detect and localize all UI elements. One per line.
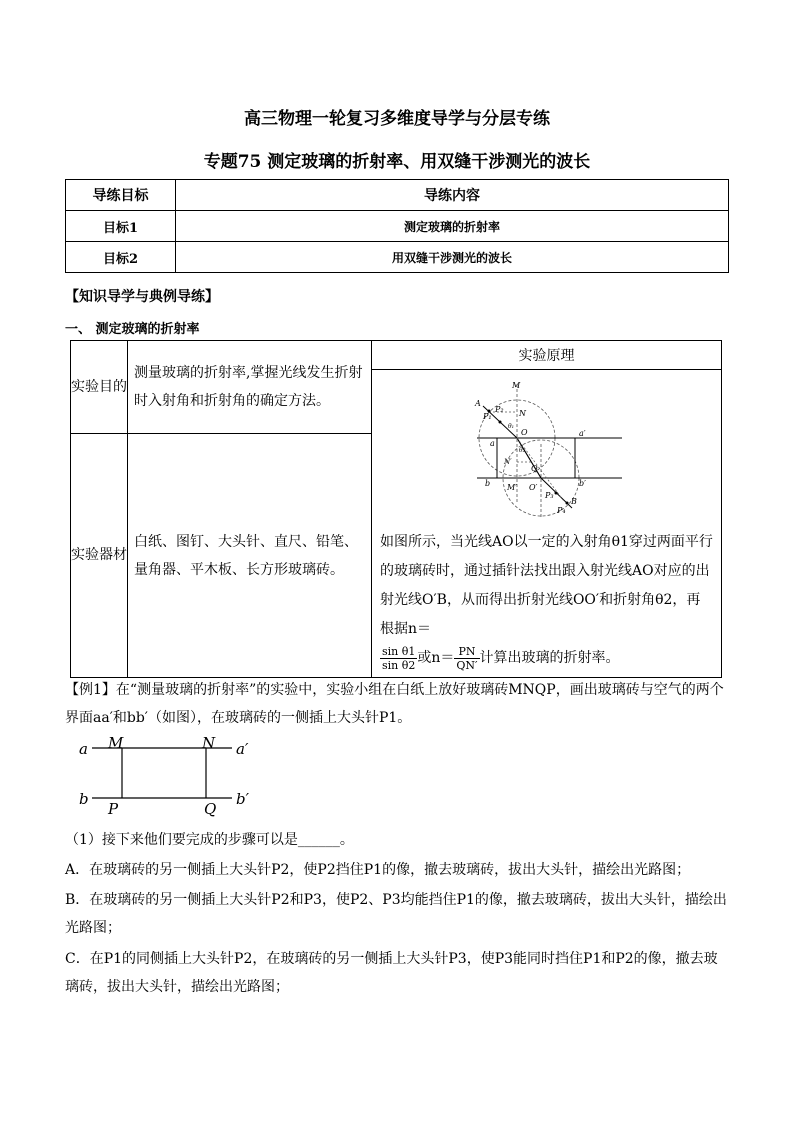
figure-label: a	[79, 740, 88, 758]
option-a: A．在玻璃砖的另一侧插上大头针P2，使P2挡住P1的像，撤去玻璃砖，拔出大头针，描绘出光路图；	[65, 862, 691, 878]
figure-label: P	[108, 800, 119, 818]
purpose-text: 测量玻璃的折射率,掌握光线发生折射时入射角和折射角的确定方法。	[128, 341, 372, 434]
refraction-diagram	[467, 376, 627, 526]
diagram-label: B	[570, 497, 577, 506]
glass-brick-figure	[70, 730, 270, 820]
principle-text-part: 计算出玻璃的折射率。	[479, 650, 620, 666]
principle-text-part: 或n＝	[417, 650, 455, 666]
fraction-length	[454, 645, 479, 672]
option-b: B．在玻璃砖的另一侧插上大头针P2和P3，使P2、P3均能挡住P1的像，撤去玻璃砖，拔出大头针，描绘出光路图；	[65, 892, 727, 936]
document-title: 高三物理一轮复习多维度导学与分层专练	[244, 109, 550, 129]
diagram-label: b′	[578, 479, 586, 488]
goal-table-header	[66, 180, 729, 211]
diagram-label: O	[520, 428, 528, 437]
knowledge-header: 【知识导学与典例导练】	[65, 289, 219, 305]
fraction-sin	[380, 645, 417, 672]
figure-label: M	[108, 734, 124, 752]
figure-label: Q	[204, 800, 217, 818]
table-row	[66, 211, 729, 242]
diagram-label: b	[484, 479, 490, 488]
diagram-label: A	[474, 399, 481, 408]
example-text: 【例1】在“测量玻璃的折射率”的实验中，实验小组在白纸上放好玻璃砖MNQP，画出玻璃砖与空气的两个界面aa′和bb′（如图），在玻璃砖的一侧插上大头针P1。	[65, 682, 724, 726]
section-heading: 一、 测定玻璃的折射率	[65, 322, 200, 337]
goal-content-cell: 用双缝干涉测光的波长	[176, 242, 729, 273]
question-text: （1）接下来他们要完成的步骤可以是______。	[65, 832, 354, 848]
goal-table	[65, 179, 729, 273]
goal-target-cell: 目标1	[66, 211, 176, 242]
principle-cell	[372, 370, 722, 678]
goal-content-cell: 测定玻璃的折射率	[176, 211, 729, 242]
goal-target-cell: 目标2	[66, 242, 176, 273]
diagram-label: P₃	[544, 491, 554, 500]
fraction-denominator: QN′	[456, 658, 478, 672]
equipment-text: 白纸、图钉、大头针、直尺、铅笔、量角器、平木板、长方形玻璃砖。	[128, 434, 372, 678]
diagram-label: P₁	[482, 412, 492, 421]
diagram-label: θ₂	[518, 447, 525, 454]
option-c: C．在P1的同侧插上大头针P2，在玻璃砖的另一侧插上大头针P3，使P3能同时挡住P1和P2的像，撤去玻璃砖，拔出大头针，描绘出光路图；	[65, 951, 718, 995]
principle-text-part: 如图所示，当光线AO以一定的入射角θ1穿过两面平行的玻璃砖时，通过插针法找出跟入射光线AO对应的出射光线O′B，从而得出折射光线OO′和折射角θ2，再根据n＝	[380, 534, 713, 637]
fraction-numerator: sin θ1	[382, 644, 416, 658]
principle-text	[380, 528, 713, 673]
principle-label: 实验原理	[372, 341, 722, 370]
goal-header-target: 导练目标	[66, 180, 176, 211]
document-subtitle: 专题75 测定玻璃的折射率、用双缝干涉测光的波长	[203, 152, 591, 172]
diagram-label: N	[518, 409, 526, 418]
diagram-label: a′	[578, 429, 586, 438]
diagram-label: a	[489, 439, 495, 448]
diagram-label: M	[511, 381, 520, 390]
diagram-label: Q	[530, 464, 538, 473]
goal-header-content: 导练内容	[176, 180, 729, 211]
experiment-table	[70, 340, 722, 678]
diagram-label: M′	[506, 483, 517, 492]
figure-label: b	[79, 790, 89, 808]
diagram-label: θ₁	[507, 423, 514, 430]
diagram-label: P₂	[494, 405, 504, 414]
figure-label: a′	[236, 740, 249, 758]
figure-label: b′	[236, 790, 250, 808]
diagram-label: P₄	[556, 506, 566, 515]
diagram-label: O′	[528, 483, 537, 492]
fraction-denominator: sin θ2	[382, 658, 416, 672]
equipment-label: 实验器材	[71, 434, 128, 678]
figure-label: N	[202, 734, 216, 752]
table-row	[66, 242, 729, 273]
fraction-numerator: PN	[454, 645, 479, 659]
purpose-label: 实验目的	[71, 341, 128, 434]
diagram-label: N′	[503, 458, 512, 466]
